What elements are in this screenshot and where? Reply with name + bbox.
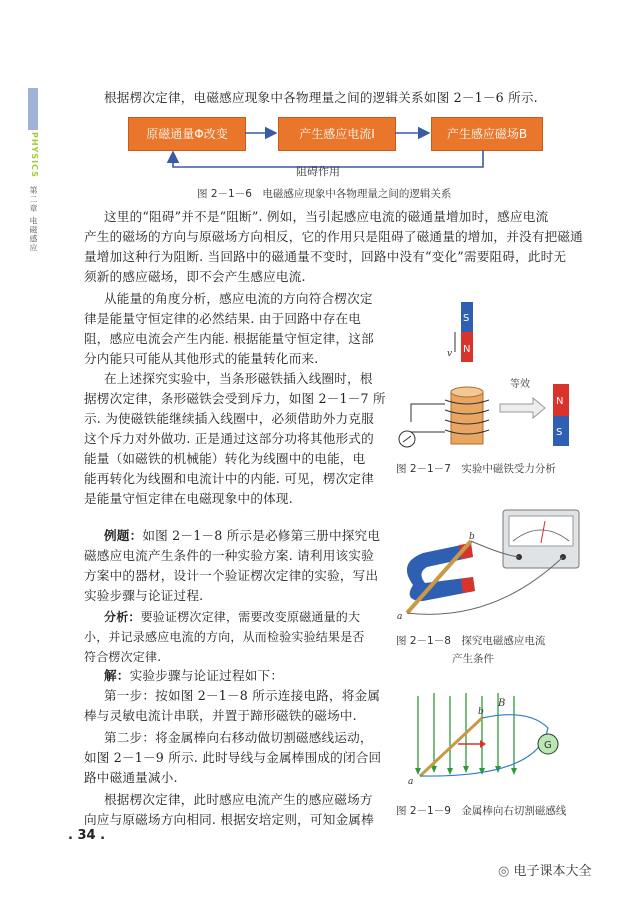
fig8-experiment-illustration (393, 505, 593, 625)
fig9-label-a: a (408, 777, 414, 787)
page-number: . 34 . (68, 828, 106, 843)
para3-line: 能量（如磁铁的机械能）转化为线圈中的电能，电 (84, 451, 366, 466)
para2-line: 阻，感应电流会产生内能. 根据能量守恒定律，这部 (84, 331, 374, 346)
para3-line: 示. 为使磁铁能继续插入线圈中，必须借助外力克服 (84, 411, 374, 426)
fig9-rod-cutting-illustration (398, 688, 578, 798)
sidebar-color-bar (28, 88, 38, 130)
step3-line: 向应与原磁场方向相同. 根据安培定则，可知金属棒 (84, 812, 374, 827)
analysis-line: 符合楞次定律. (84, 650, 162, 664)
fig8-label-a: a (397, 612, 403, 622)
fig7-velocity-label: v (447, 349, 453, 359)
analysis-label: 分析： (104, 610, 141, 624)
para2-line: 律是能量守恒定律的必然结果. 由于回路中存在电 (84, 311, 362, 326)
fig7-magnet-coil-illustration (385, 292, 575, 457)
fig9-label-g: G (544, 740, 552, 751)
para3-line: 这个斥力对外做功. 正是通过这部分功将其他形式的 (84, 431, 374, 446)
fig9-label-B: B (498, 698, 506, 709)
example-text: 如图 2－1－8 所示是必修第三册中探究电 (142, 528, 381, 543)
para3-line: 据楞次定律，条形磁铁会受到斥力，如图 2－1－7 所 (84, 391, 386, 406)
example-line: 方案中的器材，设计一个验证楞次定律的实验，写出 (84, 568, 379, 583)
analysis-line: 小，并记录感应电流的方向，从而检验实验结果是否 (84, 630, 365, 644)
fig6-caption: 图 2－1－6 电磁感应现象中各物理量之间的逻辑关系 (197, 188, 452, 200)
fig7-pole-n-equiv: N (556, 396, 564, 407)
step2-line: 第二步：将金属棒向右移动做切割磁感线运动， (104, 730, 373, 745)
para2-line: 分内能只可能从其他形式的能量转化而来. (84, 351, 319, 366)
fig9-circuit-wire (420, 715, 548, 776)
analysis-text: 要验证楞次定律，需要改变原磁通量的大 (140, 610, 361, 624)
fig9-metal-rod (420, 718, 482, 776)
solution-text: 实验步骤与论证过程如下： (129, 668, 284, 683)
para3-line: 在上述探究实验中，当条形磁铁插入线圈时，根 (104, 371, 373, 386)
para3-line: 是能量守恒定律在电磁现象中的体现. (84, 491, 293, 506)
fig7-pole-s-top: S (463, 313, 470, 324)
fig9-label-b: b (478, 707, 484, 717)
analysis-line-1 (104, 607, 360, 627)
fig7-pole-n-top: N (463, 344, 471, 355)
logo-text: 电子课本大全 (513, 864, 592, 879)
para3-line: 能再转化为线圈和电流计中的内能. 可见，楞次定律 (84, 471, 374, 486)
example-line-1 (104, 526, 380, 546)
step1-line: 第一步：按如图 2－1－8 所示连接电路，将金属 (104, 688, 381, 703)
intro-line: 根据楞次定律，电磁感应现象中各物理量之间的逻辑关系如图 2－1－6 所示. (104, 90, 538, 105)
step2-line: 如图 2－1－9 所示. 此时导线与金属棒围成的闭合回 (84, 750, 382, 765)
fig7-equiv-label: 等效 (510, 379, 530, 390)
flow-box-flux-change: 原磁通量Φ改变 (128, 117, 246, 151)
example-label: 例题： (104, 528, 143, 543)
para1-line: 产生的磁场的方向与原磁场方向相反，它的作用只是阻碍了磁通量的增加，并没有把磁通 (84, 229, 583, 244)
step2-line: 路中磁通量减小. (84, 770, 178, 785)
fig9-caption: 图 2－1－9 金属棒向右切割磁感线 (396, 805, 567, 817)
step1-line: 棒与灵敏电流计串联，并置于蹄形磁铁的磁场中. (84, 708, 357, 723)
flow-box-induced-field: 产生感应磁场B (431, 117, 543, 151)
fig8-label-b: b (469, 532, 475, 542)
wechat-icon: ◎ (498, 864, 510, 879)
fig8-caption-line1: 图 2－1－8 探究电磁感应电流 (396, 635, 546, 647)
sidebar-series-label: PHYSICS (30, 132, 39, 178)
fig8-caption-line2: 产生条件 (452, 653, 494, 665)
example-line: 实验步骤与论证过程. (84, 588, 204, 603)
publisher-logo (498, 860, 592, 879)
fig7-caption: 图 2－1－7 实验中磁铁受力分析 (396, 463, 556, 475)
para1-line: 这里的“阻碍”并不是“阻断”. 例如，当引起感应电流的磁通量增加时，感应电流 (104, 209, 549, 224)
example-line: 磁感应电流产生条件的一种实验方案. 请利用该实验 (84, 548, 374, 563)
fig7-pole-s-equiv: S (556, 427, 563, 438)
para1-line: 量增加这种行为阻断. 当回路中的磁通量不变时，回路中没有“变化”需要阻碍，此时无 (84, 249, 567, 264)
sidebar-chapter-label: 第二章 电磁感应 (29, 186, 38, 253)
para1-line: 须新的感应磁场，即不会产生感应电流. (84, 269, 306, 284)
step3-line: 根据楞次定律，此时感应电流产生的感应磁场方 (104, 792, 373, 807)
solution-line (104, 666, 283, 686)
para2-line: 从能量的角度分析，感应电流的方向符合楞次定 (104, 291, 373, 306)
solution-label: 解： (104, 668, 130, 683)
flow-feedback-label: 阻碍作用 (296, 165, 340, 178)
equivalent-arrow-icon (500, 398, 545, 418)
flow-box-induced-current: 产生感应电流I (278, 117, 396, 151)
coil (451, 392, 483, 444)
